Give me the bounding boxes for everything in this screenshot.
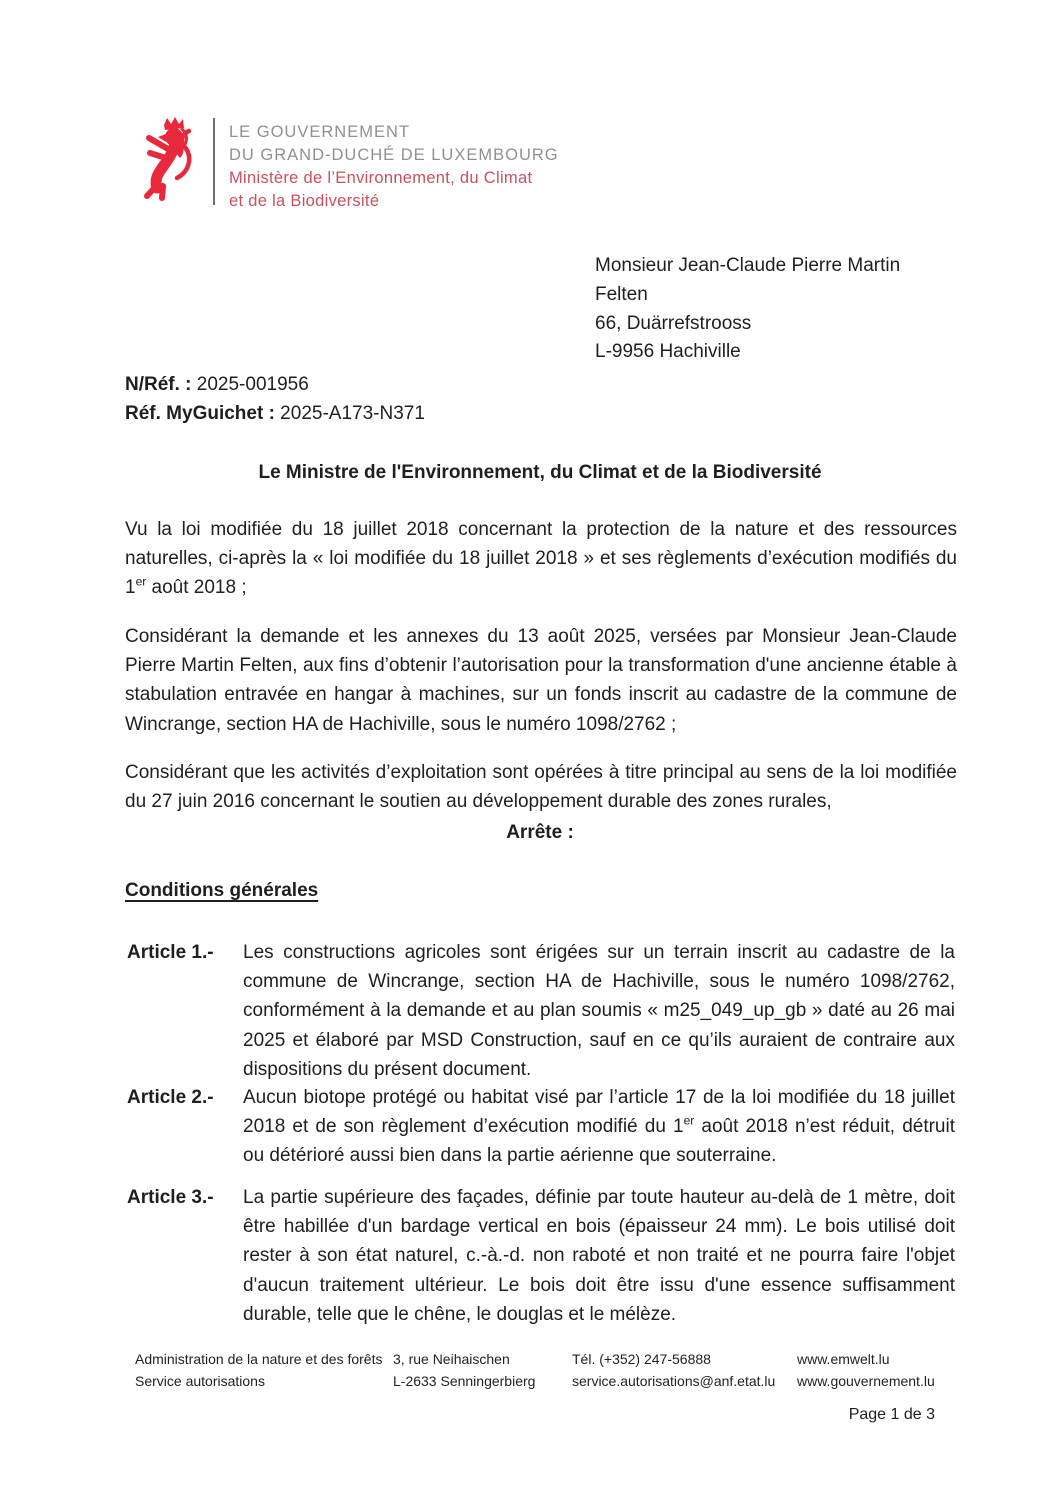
paragraph-considerant-activites: Considérant que les activités d’exploitation sont opérées à titre principal au sens de la loi modifiée du 27 juin 2016 concernant le soutien au développement durable des zones rurales,: [125, 762, 957, 813]
logo-divider: [213, 118, 215, 205]
article-3-text: [243, 1183, 955, 1329]
reference-myguichet-value: 2025-A173-N371: [274, 402, 425, 424]
section-heading-conditions-generales: Conditions générales: [125, 880, 319, 901]
article-2-superscript: er: [683, 1113, 695, 1128]
ordinal-superscript: er: [135, 575, 147, 590]
article-1-text: [243, 938, 955, 1084]
article-1: [127, 938, 957, 1084]
recipient-name-line2: Felten: [595, 283, 648, 305]
reference-nref: [125, 371, 425, 400]
ministry-name-line2: et de la Biodiversité: [229, 192, 380, 210]
footer-address: [393, 1348, 535, 1392]
paragraph-vu-loi-text: Vu la loi modifiée du 18 juillet 2018 concernant la protection de la nature et des ressources naturelles, ci-après la « loi modifiée du 18 juillet 2018 » et ses règlements d’exécution modifiés du 1: [125, 519, 957, 599]
government-logo: [137, 116, 559, 213]
recipient-address: [595, 252, 900, 367]
article-2-text-main: Aucun biotope protégé ou habitat visé par l’article 17 de la loi modifiée du 18 juillet 2018 et de son règlement d’exécution modifié du 1: [243, 1087, 955, 1138]
paragraph-considerant-demande: Considérant la demande et les annexes du 13 août 2025, versées par Monsieur Jean-Claude Pierre Martin Felten, aux fins d’obtenir l’autorisation pour la transformation d'une ancienne étable à stabulation entravée en hangar à machines, sur un fonds inscrit au cadastre de la commune de Wincrange, section HA de Hachiville, sous le numéro 1098/2762 ;: [125, 626, 957, 735]
footer-website-gouvernement: www.gouvernement.lu: [797, 1373, 935, 1389]
footer-websites: [797, 1348, 935, 1392]
luxembourg-lion-icon: [137, 116, 197, 202]
government-name-line2: DU GRAND-DUCHÉ DE LUXEMBOURG: [229, 146, 559, 164]
article-1-label: Article 1.-: [127, 942, 214, 963]
arrete-heading: Arrête :: [506, 822, 574, 843]
reference-myguichet-label: Réf. MyGuichet :: [125, 402, 275, 424]
reference-block: [125, 371, 425, 429]
article-2-text: [243, 1083, 955, 1171]
recipient-name-line1: Monsieur Jean-Claude Pierre Martin: [595, 255, 901, 276]
document-title: Le Ministre de l'Environnement, du Climat et de la Biodiversité: [258, 462, 822, 483]
footer-email: service.autorisations@anf.etat.lu: [572, 1373, 776, 1389]
footer-website-emwelt: www.emwelt.lu: [797, 1351, 890, 1367]
ministry-name-line1: Ministère de l’Environnement, du Climat: [229, 169, 533, 187]
footer-administration-line2: Service autorisations: [135, 1373, 265, 1389]
reference-nref-label: N/Réf. :: [125, 374, 192, 395]
recipient-street: 66, Duärrefstrooss: [595, 312, 752, 334]
article-2: [127, 1083, 957, 1171]
article-2-text-end: août 2018 n’est réduit, détruit ou détérioré aussi bien dans la partie aérienne que souterraine.: [243, 1116, 955, 1167]
paragraph-vu-loi: [125, 515, 957, 603]
article-1-text-main: Les constructions agricoles sont érigées sur un terrain inscrit au cadastre de la commune de Wincrange, section HA de Hachiville, sous le numéro 1098/2762, conformément à la demande et au plan soumis « m25_049_up_gb » daté au 26 mai 2025 et élaboré par MSD Construction, sauf en ce qu’ils auraient de contraire aux dispositions du présent document.: [243, 942, 955, 1080]
footer-address-line1: 3, rue Neihaischen: [393, 1351, 510, 1367]
footer-administration-line1: Administration de la nature et des forêts: [135, 1351, 383, 1367]
footer-contact: [572, 1348, 775, 1392]
government-name-line1: LE GOUVERNEMENT: [229, 123, 410, 141]
footer-phone: Tél. (+352) 247-56888: [572, 1351, 711, 1367]
recipient-city: L-9956 Hachiville: [595, 341, 741, 363]
article-3-label: Article 3.-: [127, 1187, 214, 1208]
article-2-label: Article 2.-: [127, 1087, 214, 1108]
paragraph-vu-loi-end: août 2018 ;: [146, 577, 247, 599]
footer-administration: [135, 1348, 382, 1392]
reference-myguichet: [125, 400, 425, 429]
page-number: Page 1 de 3: [848, 1406, 935, 1423]
logo-text: [229, 116, 559, 213]
article-3: [127, 1183, 957, 1329]
reference-nref-value: 2025-001956: [191, 374, 309, 395]
article-3-text-main: La partie supérieure des façades, définie par toute hauteur au-delà de 1 mètre, doit être habillée d'un bardage vertical en bois (épaisseur 24 mm). Le bois utilisé doit rester à son état naturel, c.-à.-d. non raboté et non traité et ne pourra faire l'objet d'aucun traitement ultérieur. Le bois doit être issu d'une essence suffisamment durable, telle que le chêne, le douglas et le mélèze.: [243, 1187, 955, 1325]
footer-address-line2: L-2633 Senningerbierg: [393, 1373, 536, 1389]
